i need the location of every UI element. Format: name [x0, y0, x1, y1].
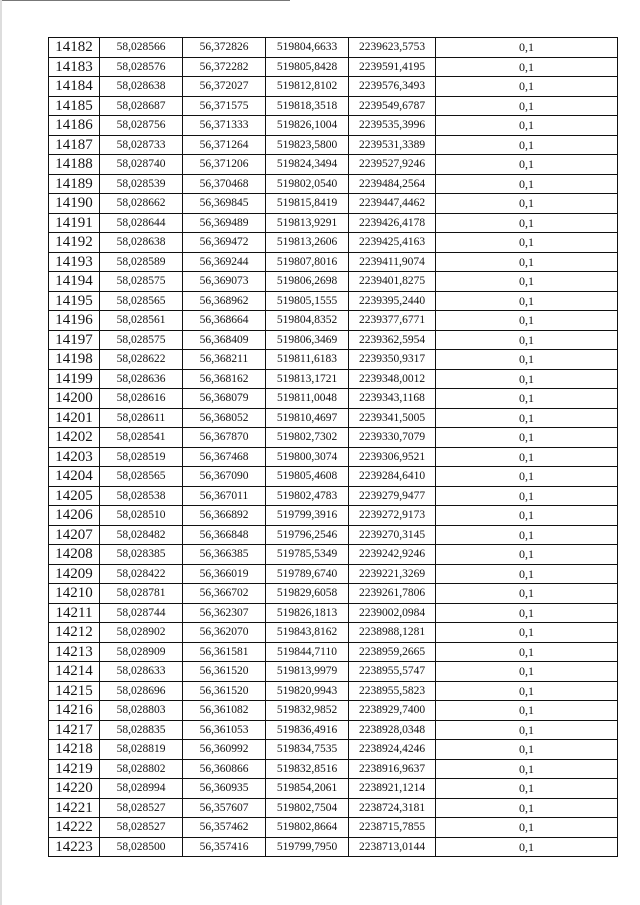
table-row: [49, 759, 618, 779]
point-number-cell: 14191: [49, 213, 100, 233]
point-number-cell: 14206: [49, 506, 100, 526]
longitude-cell: 56,369845: [183, 194, 266, 214]
table-row: [49, 311, 618, 331]
latitude-cell: 58,028902: [100, 623, 183, 643]
point-number-cell: 14195: [49, 291, 100, 311]
point-number-cell: 14213: [49, 642, 100, 662]
accuracy-cell: 0,1: [436, 447, 618, 467]
y-coordinate-cell: 2239377,6771: [349, 311, 436, 331]
y-coordinate-cell: 2239484,2564: [349, 174, 436, 194]
longitude-cell: 56,367090: [183, 467, 266, 487]
latitude-cell: 58,028611: [100, 408, 183, 428]
x-coordinate-cell: 519799,7950: [266, 837, 349, 857]
table-row: [49, 38, 618, 58]
latitude-cell: 58,028616: [100, 389, 183, 409]
y-coordinate-cell: 2238959,2665: [349, 642, 436, 662]
x-coordinate-cell: 519796,2546: [266, 525, 349, 545]
y-coordinate-cell: 2238715,7855: [349, 818, 436, 838]
accuracy-cell: 0,1: [436, 740, 618, 760]
point-number-cell: 14185: [49, 96, 100, 116]
point-number-cell: 14217: [49, 720, 100, 740]
table-row: [49, 447, 618, 467]
point-number-cell: 14214: [49, 662, 100, 682]
table-row: [49, 467, 618, 487]
table-row: [49, 408, 618, 428]
accuracy-cell: 0,1: [436, 701, 618, 721]
latitude-cell: 58,028422: [100, 564, 183, 584]
point-number-cell: 14204: [49, 467, 100, 487]
accuracy-cell: 0,1: [436, 213, 618, 233]
point-number-cell: 14201: [49, 408, 100, 428]
x-coordinate-cell: 519823,5800: [266, 135, 349, 155]
x-coordinate-cell: 519813,1721: [266, 369, 349, 389]
point-number-cell: 14222: [49, 818, 100, 838]
x-coordinate-cell: 519807,8016: [266, 252, 349, 272]
x-coordinate-cell: 519804,6633: [266, 38, 349, 58]
y-coordinate-cell: 2239591,4195: [349, 57, 436, 77]
point-number-cell: 14211: [49, 603, 100, 623]
longitude-cell: 56,360992: [183, 740, 266, 760]
point-number-cell: 14215: [49, 681, 100, 701]
accuracy-cell: 0,1: [436, 57, 618, 77]
accuracy-cell: 0,1: [436, 818, 618, 838]
point-number-cell: 14198: [49, 350, 100, 370]
point-number-cell: 14194: [49, 272, 100, 292]
longitude-cell: 56,368409: [183, 330, 266, 350]
point-number-cell: 14193: [49, 252, 100, 272]
accuracy-cell: 0,1: [436, 720, 618, 740]
point-number-cell: 14182: [49, 38, 100, 58]
table-row: [49, 525, 618, 545]
x-coordinate-cell: 519802,7504: [266, 798, 349, 818]
x-coordinate-cell: 519813,9291: [266, 213, 349, 233]
point-number-cell: 14203: [49, 447, 100, 467]
table-row: [49, 272, 618, 292]
x-coordinate-cell: 519832,8516: [266, 759, 349, 779]
accuracy-cell: 0,1: [436, 545, 618, 565]
x-coordinate-cell: 519836,4916: [266, 720, 349, 740]
table-row: [49, 428, 618, 448]
latitude-cell: 58,028561: [100, 311, 183, 331]
latitude-cell: 58,028500: [100, 837, 183, 857]
longitude-cell: 56,368664: [183, 311, 266, 331]
x-coordinate-cell: 519843,8162: [266, 623, 349, 643]
table-row: [49, 330, 618, 350]
accuracy-cell: 0,1: [436, 662, 618, 682]
latitude-cell: 58,028539: [100, 174, 183, 194]
x-coordinate-cell: 519805,8428: [266, 57, 349, 77]
y-coordinate-cell: 2238928,0348: [349, 720, 436, 740]
longitude-cell: 56,368962: [183, 291, 266, 311]
point-number-cell: 14207: [49, 525, 100, 545]
table-row: [49, 740, 618, 760]
longitude-cell: 56,357416: [183, 837, 266, 857]
x-coordinate-cell: 519802,4783: [266, 486, 349, 506]
table-row: [49, 798, 618, 818]
longitude-cell: 56,362070: [183, 623, 266, 643]
latitude-cell: 58,028565: [100, 467, 183, 487]
accuracy-cell: 0,1: [436, 194, 618, 214]
y-coordinate-cell: 2239395,2440: [349, 291, 436, 311]
table-row: [49, 57, 618, 77]
y-coordinate-cell: 2239447,4462: [349, 194, 436, 214]
accuracy-cell: 0,1: [436, 486, 618, 506]
table-row: [49, 623, 618, 643]
point-number-cell: 14188: [49, 155, 100, 175]
latitude-cell: 58,028994: [100, 779, 183, 799]
point-number-cell: 14192: [49, 233, 100, 253]
x-coordinate-cell: 519815,8419: [266, 194, 349, 214]
longitude-cell: 56,360935: [183, 779, 266, 799]
latitude-cell: 58,028696: [100, 681, 183, 701]
table-row: [49, 486, 618, 506]
point-number-cell: 14220: [49, 779, 100, 799]
latitude-cell: 58,028687: [100, 96, 183, 116]
point-number-cell: 14202: [49, 428, 100, 448]
x-coordinate-cell: 519829,6058: [266, 584, 349, 604]
accuracy-cell: 0,1: [436, 291, 618, 311]
x-coordinate-cell: 519854,2061: [266, 779, 349, 799]
table-row: [49, 389, 618, 409]
accuracy-cell: 0,1: [436, 467, 618, 487]
table-row: [49, 642, 618, 662]
y-coordinate-cell: 2239425,4163: [349, 233, 436, 253]
y-coordinate-cell: 2239242,9246: [349, 545, 436, 565]
latitude-cell: 58,028527: [100, 798, 183, 818]
point-number-cell: 14196: [49, 311, 100, 331]
accuracy-cell: 0,1: [436, 389, 618, 409]
latitude-cell: 58,028909: [100, 642, 183, 662]
longitude-cell: 56,361520: [183, 662, 266, 682]
y-coordinate-cell: 2239535,3996: [349, 116, 436, 136]
y-coordinate-cell: 2239284,6410: [349, 467, 436, 487]
accuracy-cell: 0,1: [436, 311, 618, 331]
y-coordinate-cell: 2238713,0144: [349, 837, 436, 857]
point-number-cell: 14189: [49, 174, 100, 194]
table-row: [49, 779, 618, 799]
y-coordinate-cell: 2239279,9477: [349, 486, 436, 506]
longitude-cell: 56,368162: [183, 369, 266, 389]
latitude-cell: 58,028541: [100, 428, 183, 448]
accuracy-cell: 0,1: [436, 642, 618, 662]
accuracy-cell: 0,1: [436, 350, 618, 370]
longitude-cell: 56,369244: [183, 252, 266, 272]
y-coordinate-cell: 2239527,9246: [349, 155, 436, 175]
latitude-cell: 58,028622: [100, 350, 183, 370]
latitude-cell: 58,028802: [100, 759, 183, 779]
x-coordinate-cell: 519799,3916: [266, 506, 349, 526]
longitude-cell: 56,368211: [183, 350, 266, 370]
x-coordinate-cell: 519813,2606: [266, 233, 349, 253]
latitude-cell: 58,028744: [100, 603, 183, 623]
coordinates-table: [48, 37, 618, 857]
accuracy-cell: 0,1: [436, 525, 618, 545]
point-number-cell: 14219: [49, 759, 100, 779]
longitude-cell: 56,366848: [183, 525, 266, 545]
x-coordinate-cell: 519802,7302: [266, 428, 349, 448]
point-number-cell: 14221: [49, 798, 100, 818]
x-coordinate-cell: 519810,4697: [266, 408, 349, 428]
x-coordinate-cell: 519805,4608: [266, 467, 349, 487]
table-row: [49, 369, 618, 389]
point-number-cell: 14190: [49, 194, 100, 214]
longitude-cell: 56,371333: [183, 116, 266, 136]
latitude-cell: 58,028519: [100, 447, 183, 467]
coordinates-table-body: [49, 38, 618, 857]
latitude-cell: 58,028740: [100, 155, 183, 175]
point-number-cell: 14200: [49, 389, 100, 409]
table-row: [49, 233, 618, 253]
latitude-cell: 58,028566: [100, 38, 183, 58]
y-coordinate-cell: 2238921,1214: [349, 779, 436, 799]
accuracy-cell: 0,1: [436, 330, 618, 350]
table-row: [49, 564, 618, 584]
table-row: [49, 584, 618, 604]
x-coordinate-cell: 519806,3469: [266, 330, 349, 350]
table-row: [49, 77, 618, 97]
table-row: [49, 96, 618, 116]
y-coordinate-cell: 2239531,3389: [349, 135, 436, 155]
latitude-cell: 58,028538: [100, 486, 183, 506]
table-row: [49, 681, 618, 701]
longitude-cell: 56,362307: [183, 603, 266, 623]
table-row: [49, 837, 618, 857]
latitude-cell: 58,028781: [100, 584, 183, 604]
latitude-cell: 58,028835: [100, 720, 183, 740]
longitude-cell: 56,361053: [183, 720, 266, 740]
table-row: [49, 194, 618, 214]
latitude-cell: 58,028636: [100, 369, 183, 389]
longitude-cell: 56,372826: [183, 38, 266, 58]
latitude-cell: 58,028576: [100, 57, 183, 77]
point-number-cell: 14187: [49, 135, 100, 155]
latitude-cell: 58,028662: [100, 194, 183, 214]
table-row: [49, 291, 618, 311]
table-row: [49, 252, 618, 272]
point-number-cell: 14209: [49, 564, 100, 584]
accuracy-cell: 0,1: [436, 623, 618, 643]
y-coordinate-cell: 2238724,3181: [349, 798, 436, 818]
accuracy-cell: 0,1: [436, 155, 618, 175]
y-coordinate-cell: 2239362,5954: [349, 330, 436, 350]
x-coordinate-cell: 519806,2698: [266, 272, 349, 292]
accuracy-cell: 0,1: [436, 759, 618, 779]
point-number-cell: 14212: [49, 623, 100, 643]
accuracy-cell: 0,1: [436, 506, 618, 526]
longitude-cell: 56,357462: [183, 818, 266, 838]
point-number-cell: 14208: [49, 545, 100, 565]
longitude-cell: 56,367011: [183, 486, 266, 506]
x-coordinate-cell: 519818,3518: [266, 96, 349, 116]
latitude-cell: 58,028756: [100, 116, 183, 136]
latitude-cell: 58,028385: [100, 545, 183, 565]
table-row: [49, 818, 618, 838]
longitude-cell: 56,370468: [183, 174, 266, 194]
longitude-cell: 56,371264: [183, 135, 266, 155]
point-number-cell: 14183: [49, 57, 100, 77]
longitude-cell: 56,371206: [183, 155, 266, 175]
longitude-cell: 56,369073: [183, 272, 266, 292]
table-row: [49, 720, 618, 740]
longitude-cell: 56,372027: [183, 77, 266, 97]
longitude-cell: 56,366385: [183, 545, 266, 565]
longitude-cell: 56,361082: [183, 701, 266, 721]
y-coordinate-cell: 2239221,3269: [349, 564, 436, 584]
latitude-cell: 58,028575: [100, 330, 183, 350]
accuracy-cell: 0,1: [436, 116, 618, 136]
longitude-cell: 56,361520: [183, 681, 266, 701]
accuracy-cell: 0,1: [436, 837, 618, 857]
x-coordinate-cell: 519844,7110: [266, 642, 349, 662]
table-row: [49, 135, 618, 155]
x-coordinate-cell: 519813,9979: [266, 662, 349, 682]
point-number-cell: 14223: [49, 837, 100, 857]
point-number-cell: 14205: [49, 486, 100, 506]
longitude-cell: 56,367870: [183, 428, 266, 448]
y-coordinate-cell: 2239341,5005: [349, 408, 436, 428]
y-coordinate-cell: 2239426,4178: [349, 213, 436, 233]
x-coordinate-cell: 519804,8352: [266, 311, 349, 331]
table-row: [49, 603, 618, 623]
longitude-cell: 56,366892: [183, 506, 266, 526]
x-coordinate-cell: 519789,6740: [266, 564, 349, 584]
longitude-cell: 56,369489: [183, 213, 266, 233]
longitude-cell: 56,367468: [183, 447, 266, 467]
y-coordinate-cell: 2239261,7806: [349, 584, 436, 604]
y-coordinate-cell: 2238955,5747: [349, 662, 436, 682]
longitude-cell: 56,372282: [183, 57, 266, 77]
x-coordinate-cell: 519785,5349: [266, 545, 349, 565]
latitude-cell: 58,028733: [100, 135, 183, 155]
table-row: [49, 545, 618, 565]
point-number-cell: 14184: [49, 77, 100, 97]
y-coordinate-cell: 2238988,1281: [349, 623, 436, 643]
x-coordinate-cell: 519811,6183: [266, 350, 349, 370]
longitude-cell: 56,371575: [183, 96, 266, 116]
point-number-cell: 14210: [49, 584, 100, 604]
y-coordinate-cell: 2239343,1168: [349, 389, 436, 409]
y-coordinate-cell: 2239272,9173: [349, 506, 436, 526]
longitude-cell: 56,366702: [183, 584, 266, 604]
y-coordinate-cell: 2238916,9637: [349, 759, 436, 779]
accuracy-cell: 0,1: [436, 798, 618, 818]
latitude-cell: 58,028644: [100, 213, 183, 233]
table-row: [49, 174, 618, 194]
y-coordinate-cell: 2239306,9521: [349, 447, 436, 467]
x-coordinate-cell: 519802,8664: [266, 818, 349, 838]
x-coordinate-cell: 519811,0048: [266, 389, 349, 409]
accuracy-cell: 0,1: [436, 408, 618, 428]
y-coordinate-cell: 2239549,6787: [349, 96, 436, 116]
x-coordinate-cell: 519812,8102: [266, 77, 349, 97]
scan-edge-shadow: [0, 0, 2, 905]
y-coordinate-cell: 2238955,5823: [349, 681, 436, 701]
table-row: [49, 506, 618, 526]
accuracy-cell: 0,1: [436, 584, 618, 604]
accuracy-cell: 0,1: [436, 96, 618, 116]
x-coordinate-cell: 519824,3494: [266, 155, 349, 175]
y-coordinate-cell: 2239411,9074: [349, 252, 436, 272]
x-coordinate-cell: 519834,7535: [266, 740, 349, 760]
accuracy-cell: 0,1: [436, 252, 618, 272]
point-number-cell: 14197: [49, 330, 100, 350]
longitude-cell: 56,360866: [183, 759, 266, 779]
accuracy-cell: 0,1: [436, 428, 618, 448]
table-row: [49, 350, 618, 370]
longitude-cell: 56,357607: [183, 798, 266, 818]
y-coordinate-cell: 2239330,7079: [349, 428, 436, 448]
table-row: [49, 662, 618, 682]
y-coordinate-cell: 2239002,0984: [349, 603, 436, 623]
latitude-cell: 58,028633: [100, 662, 183, 682]
longitude-cell: 56,368052: [183, 408, 266, 428]
latitude-cell: 58,028819: [100, 740, 183, 760]
x-coordinate-cell: 519800,3074: [266, 447, 349, 467]
table-row: [49, 701, 618, 721]
accuracy-cell: 0,1: [436, 603, 618, 623]
y-coordinate-cell: 2239350,9317: [349, 350, 436, 370]
accuracy-cell: 0,1: [436, 233, 618, 253]
accuracy-cell: 0,1: [436, 272, 618, 292]
x-coordinate-cell: 519820,9943: [266, 681, 349, 701]
accuracy-cell: 0,1: [436, 369, 618, 389]
point-number-cell: 14218: [49, 740, 100, 760]
point-number-cell: 14199: [49, 369, 100, 389]
latitude-cell: 58,028510: [100, 506, 183, 526]
latitude-cell: 58,028565: [100, 291, 183, 311]
longitude-cell: 56,366019: [183, 564, 266, 584]
accuracy-cell: 0,1: [436, 681, 618, 701]
x-coordinate-cell: 519826,1813: [266, 603, 349, 623]
x-coordinate-cell: 519826,1004: [266, 116, 349, 136]
y-coordinate-cell: 2238929,7400: [349, 701, 436, 721]
accuracy-cell: 0,1: [436, 174, 618, 194]
accuracy-cell: 0,1: [436, 38, 618, 58]
accuracy-cell: 0,1: [436, 135, 618, 155]
accuracy-cell: 0,1: [436, 77, 618, 97]
latitude-cell: 58,028638: [100, 77, 183, 97]
latitude-cell: 58,028803: [100, 701, 183, 721]
x-coordinate-cell: 519805,1555: [266, 291, 349, 311]
longitude-cell: 56,361581: [183, 642, 266, 662]
point-number-cell: 14216: [49, 701, 100, 721]
y-coordinate-cell: 2239401,8275: [349, 272, 436, 292]
longitude-cell: 56,368079: [183, 389, 266, 409]
y-coordinate-cell: 2239348,0012: [349, 369, 436, 389]
latitude-cell: 58,028638: [100, 233, 183, 253]
y-coordinate-cell: 2238924,4246: [349, 740, 436, 760]
y-coordinate-cell: 2239270,3145: [349, 525, 436, 545]
x-coordinate-cell: 519802,0540: [266, 174, 349, 194]
latitude-cell: 58,028589: [100, 252, 183, 272]
table-row: [49, 155, 618, 175]
table-row: [49, 213, 618, 233]
accuracy-cell: 0,1: [436, 779, 618, 799]
latitude-cell: 58,028482: [100, 525, 183, 545]
accuracy-cell: 0,1: [436, 564, 618, 584]
y-coordinate-cell: 2239623,5753: [349, 38, 436, 58]
top-border-line: [0, 0, 290, 1]
longitude-cell: 56,369472: [183, 233, 266, 253]
table-row: [49, 116, 618, 136]
x-coordinate-cell: 519832,9852: [266, 701, 349, 721]
latitude-cell: 58,028527: [100, 818, 183, 838]
latitude-cell: 58,028575: [100, 272, 183, 292]
y-coordinate-cell: 2239576,3493: [349, 77, 436, 97]
point-number-cell: 14186: [49, 116, 100, 136]
